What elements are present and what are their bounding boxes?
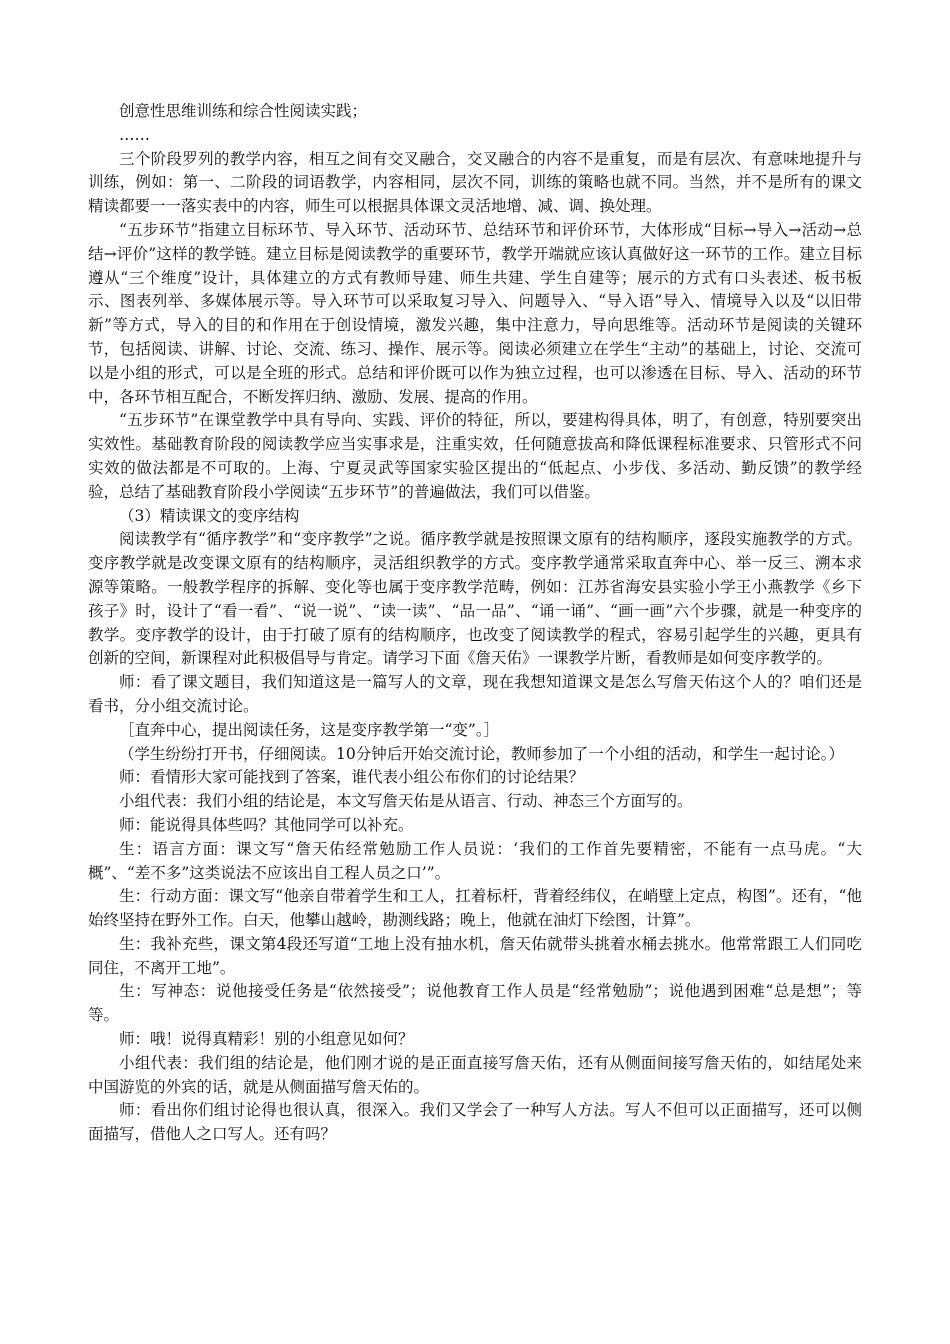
dialogue-student-language: 生：语言方面：课文写“詹天佑经常勉励工作人员说：‘我们的工作首先要精密，不能有一点马虎。“大概”、“差不多”这类说法不应该出自工程人员之口’”。 [88,839,862,882]
dialogue-student-action: 生：行动方面：课文写“他亲自带着学生和工人，扛着标杆，背着经纬仪，在峭壁上定点，构图”。还有，“他始终坚持在野外工作。白天，他攀山越岭，勘测线路；晚上，他就在油灯下绘图，计算”。 [88,887,862,930]
ellipsis-line: …… [119,125,150,144]
annotation-first-change: ［直奔中心，提出阅读任务，这是变序教学第一“变”。］ [119,720,500,739]
dialogue-group-rep-conclusion: 小组代表：我们小组的结论是，本文写詹天佑是从语言、行动、神态三个方面写的。 [119,792,693,811]
dialogue-teacher-praise: 师：哦！说得真精彩！别的小组意见如何？ [119,1030,414,1049]
paragraph-sequential-teaching: 阅读教学有“循序教学”和“变序教学”之说。循序教学就是按照课文原有的结构顺序，逐段实施教学的方式。变序教学就是改变课文原有的结构顺序，灵活组织教学的方式。变序教学通常采取直奔中心、举一反三、溯本求源等策略。一般教学程序的拆解、变化等也属于变序教学范畴，例如：江苏省海安县实验小学王小燕教学《乡下孩子》时，设计了“看一看”、“说一说”、“读一读”、“品一品”、“诵一诵”、“画一画”六个步骤，就是一种变序的教学。变序教学的设计，由于打破了原有的结构顺序，也改变了阅读教学的程式，容易引起学生的兴趣，更具有创新的空间，新课程对此积极倡导与肯定。请学习下面《詹天佑》一课教学片断，看教师是如何变序教学的。 [88,530,862,668]
paragraph-five-steps-features: “五步环节”在课堂教学中具有导向、实践、评价的特征，所以，要建构得具体，明了，有创意，特别要突出实效性。基础教育阶段的阅读教学应当实事求是，注重实效，任何随意拔高和降低课程标准要求、只管形式不问实效的做法都是不可取的。上海、宁夏灵武等国家实验区提出的“低起点、小步伐、多活动、勤反馈”的教学经验，总结了基础教育阶段小学阅读“五步环节”的普遍做法，我们可以借鉴。 [88,411,862,501]
dialogue-teacher-intro: 师：看了课文题目，我们知道这是一篇写人的文章，现在我想知道课文是怎么写詹天佑这个人的？咱们还是看书，分小组交流讨论。 [88,673,862,715]
stage-direction-students-read: （学生纷纷打开书，仔细阅读。10分钟后开始交流讨论，教师参加了一个小组的活动，和学生一起讨论。） [119,744,844,763]
dialogue-student-expression: 生：写神态：说他接受任务是“依然接受”；说他教育工作人员是“经常勉励”；说他遇到困难“总是想”；等等。 [88,982,862,1025]
paragraph-five-steps: “五步环节”指建立目标环节、导入环节、活动环节、总结环节和评价环节，大体形成“目标→导入→活动→总结→评价”这样的教学链。建立目标是阅读教学的重要环节，教学开端就应该认真做好这一环节的工作。建立目标遵从“三个维度”设计，具体建立的方式有教师导建、师生共建、学生自建等；展示的方式有口头表述、板书板示、图表列举、多媒体展示等。导入环节可以采取复习导入、问题导入、“导入语”导入、情境导入以及“以旧带新”等方式，导入的目的和作用在于创设情境，激发兴趣，集中注意力，导向思维等。活动环节是阅读的关键环节，包括阅读、讲解、讨论、交流、练习、操作、展示等。阅读必须建立在学生“主动”的基础上，讨论、交流可以是小组的形式，可以是全班的形式。总结和评价既可以作为独立过程，也可以渗透在目标、导入、活动的环节中，各环节相互配合，不断发挥归纳、激励、发展、提高的作用。 [88,220,862,406]
dialogue-student-supplement: 生：我补充些，课文第4段还写道“工地上没有抽水机，詹天佑就带头挑着水桶去挑水。他常常跟工人们同吃同住，不离开工地”。 [88,934,862,977]
paragraph-three-stages: 三个阶段罗列的教学内容，相互之间有交叉融合，交叉融合的内容不是重复，而是有层次、有意味地提升与训练，例如：第一、二阶段的词语教学，内容相同，层次不同，训练的策略也就不同。当然，并不是所有的课文精读都要一一落实表中的内容，师生可以根据具体课文灵活地增、减、调、换处理。 [88,149,862,216]
section-heading-variable-structure: （3）精读课文的变序结构 [119,506,300,525]
text-line-creative-thinking: 创意性思维训练和综合性阅读实践； [119,102,368,120]
dialogue-teacher-ask-result: 师：看情形大家可能找到了答案，谁代表小组公布你们的讨论结果？ [119,768,585,787]
dialogue-teacher-summary: 师：看出你们组讨论得也很认真，很深入。我们又学会了一种写人方法。写人不但可以正面描写，还可以侧面描写，借他人之口写人。还有吗？ [88,1101,862,1144]
dialogue-teacher-ask-detail: 师：能说得具体些吗？其他同学可以补充。 [119,815,414,834]
dialogue-group-rep-second: 小组代表：我们组的结论是，他们刚才说的是正面直接写詹天佑，还有从侧面间接写詹天佑的，如结尾处来中国游览的外宾的话，就是从侧面描写詹天佑的。 [88,1053,862,1096]
document-page [88,100,862,1147]
